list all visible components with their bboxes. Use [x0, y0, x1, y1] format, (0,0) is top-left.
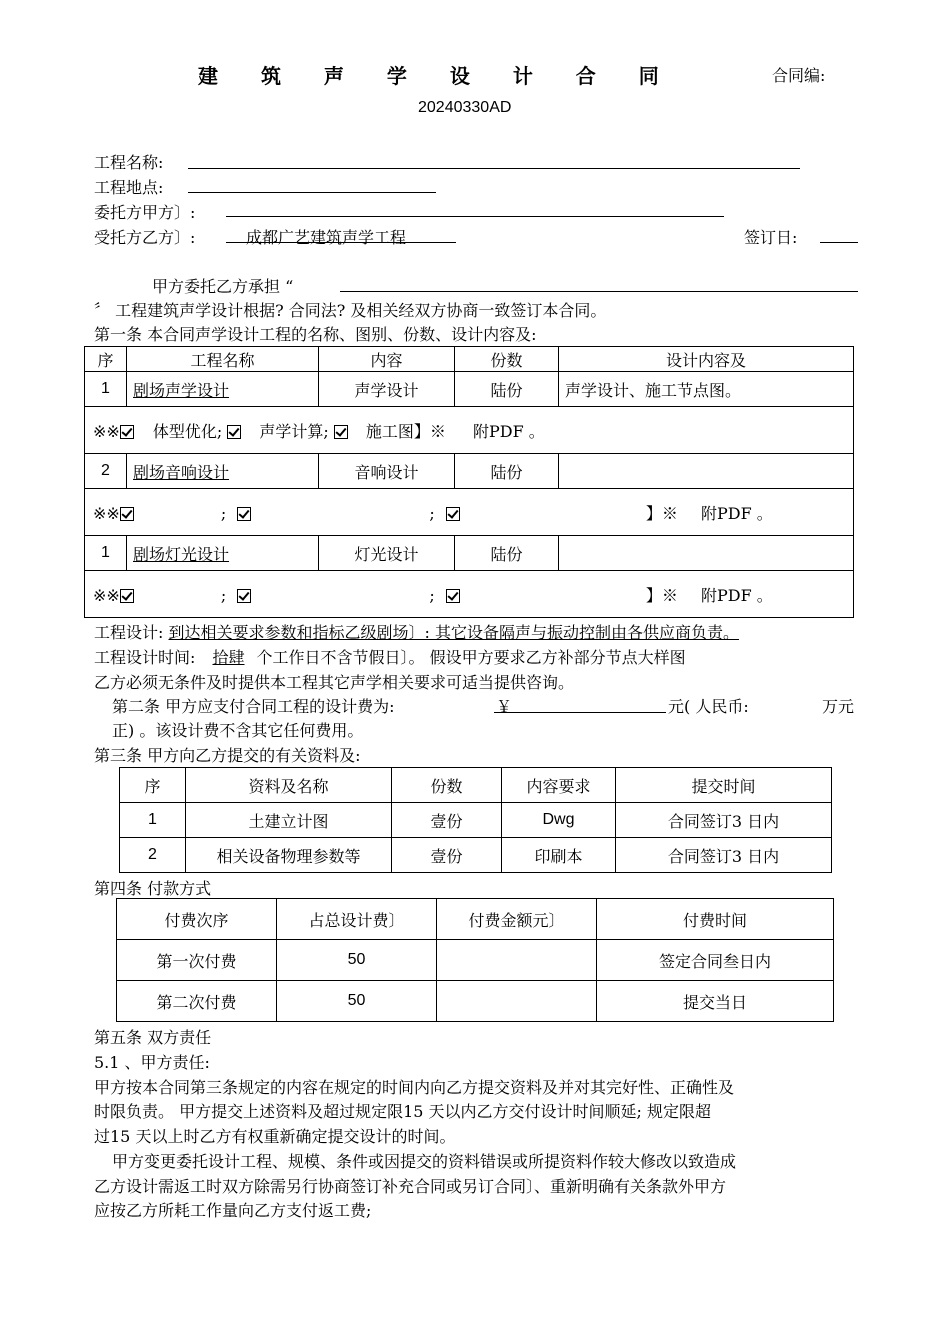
col-header-copies: 份数: [392, 768, 502, 803]
col-header-detail: 设计内容及: [559, 347, 854, 372]
option-row: [85, 571, 854, 618]
row-project-name: 剧场声学设计: [133, 380, 230, 400]
checkbox-checked-icon[interactable]: [446, 589, 460, 603]
col-header-percent: 占总设计费〕: [277, 899, 437, 940]
contract-title: 建 筑 声 学 设 计 合 同: [198, 64, 677, 88]
row-detail: [559, 536, 854, 571]
row-project-name: 剧场灯光设计: [133, 544, 230, 564]
row-no: 1: [85, 536, 127, 571]
option-3: 施工图】※: [365, 421, 446, 441]
row-content: 声学设计: [319, 372, 455, 407]
design-time-rest: 个工作日不含节假日〕。 假设甲方要求乙方补部分节点大样图: [256, 648, 686, 667]
option-1: ;: [220, 503, 227, 523]
payment-table: [116, 898, 834, 1022]
checkbox-checked-icon[interactable]: [120, 589, 134, 603]
cell-amount: [437, 981, 597, 1022]
design-time-label: 工程设计时间:: [94, 648, 196, 667]
option-prefix: ※※: [93, 421, 120, 441]
option-prefix: ※※: [93, 585, 120, 605]
table-row: [85, 536, 854, 571]
article5-p2-line3: 应按乙方所耗工作量向乙方支付返工费;: [94, 1201, 372, 1220]
party-a-label: 委托方甲方〕:: [94, 203, 196, 222]
party-b-label: 受托方乙方〕:: [94, 228, 196, 247]
materials-table: [119, 767, 832, 873]
col-header-content: 内容: [319, 347, 455, 372]
col-header-deadline: 提交时间: [616, 768, 832, 803]
option-2: ;: [429, 585, 435, 605]
row-content: 灯光设计: [319, 536, 455, 571]
project-name-field[interactable]: [188, 168, 800, 169]
article2-line1: 第二条 甲方应支付合同工程的设计费为:: [112, 697, 395, 716]
article4-heading: 第四条 付款方式: [94, 879, 212, 898]
option-suffix: 附PDF 。: [473, 421, 545, 441]
fee-wan: 万元: [822, 697, 855, 716]
checkbox-checked-icon[interactable]: [446, 507, 460, 521]
checkbox-checked-icon[interactable]: [237, 589, 251, 603]
sign-date-label: 签订日:: [744, 228, 798, 247]
cell-order: 第一次付费: [117, 940, 277, 981]
option-3: 】※: [645, 585, 678, 605]
table-row: [117, 940, 834, 981]
col-header-project: 工程名称: [127, 347, 319, 372]
article3-heading: 第三条 甲方向乙方提交的有关资料及:: [94, 746, 361, 765]
col-header-no: 序: [120, 768, 186, 803]
design-line2: [94, 645, 686, 668]
checkbox-checked-icon[interactable]: [334, 425, 348, 439]
project-location-field[interactable]: [188, 192, 436, 193]
article5-p2-line2: 乙方设计需返工时双方除需另行协商签订补充合同或另订合同〕、重新明确有关条款外甲方: [94, 1177, 727, 1196]
entrusted-project-field[interactable]: [340, 291, 858, 292]
row-copies: 陆份: [455, 372, 559, 407]
design-days: 拾肆: [212, 648, 245, 667]
table-row: [85, 372, 854, 407]
col-header-time: 付费时间: [597, 899, 834, 940]
row-project-name: 剧场音响设计: [133, 462, 230, 482]
fee-amount-field[interactable]: [494, 712, 666, 713]
design-label: 工程设计:: [94, 623, 164, 642]
option-1: ;: [220, 585, 227, 605]
cell-copies: 壹份: [392, 803, 502, 838]
article5-heading: 第五条 双方责任: [94, 1028, 212, 1047]
article5-p1-line1: 甲方按本合同第三条规定的内容在规定的时间内向乙方提交资料及并对其完好性、正确性及: [94, 1078, 735, 1097]
project-location-label: 工程地点:: [94, 178, 164, 197]
row-copies: 陆份: [455, 536, 559, 571]
sign-date-field[interactable]: [820, 242, 858, 243]
table-row: [120, 838, 832, 873]
option-3: 】※: [645, 503, 678, 523]
row-content: 音响设计: [319, 454, 455, 489]
table-row: [120, 803, 832, 838]
row-detail: [559, 454, 854, 489]
design-scope-table: [84, 346, 854, 618]
option-suffix: 附PDF 。: [700, 585, 773, 605]
cell-copies: 壹份: [392, 838, 502, 873]
cell-no: 1: [120, 803, 186, 838]
col-header-requirement: 内容要求: [502, 768, 616, 803]
option-1: 体型优化;: [152, 421, 223, 441]
col-header-amount: 付费金额元〕: [437, 899, 597, 940]
cell-time: 签定合同叁日内: [597, 940, 834, 981]
checkbox-checked-icon[interactable]: [120, 425, 134, 439]
fee-yuan: 元( 人民币:: [668, 697, 749, 716]
article5-p1-line2: 时限负责。 甲方提交上述资料及超过规定限15 天以内乙方交付设计时间顺延; 规定限超: [94, 1102, 712, 1121]
cell-percent: 50: [277, 940, 437, 981]
intro-line1: 甲方委托乙方承担 “: [152, 277, 294, 296]
design-line1: [94, 620, 739, 643]
checkbox-checked-icon[interactable]: [237, 507, 251, 521]
design-line3: 乙方必须无条件及时提供本工程其它声学相关要求可适当提供咨询。: [94, 673, 575, 692]
table-row: [85, 454, 854, 489]
cell-requirement: Dwg: [502, 803, 616, 838]
article1-heading: 第一条 本合同声学设计工程的名称、图别、份数、设计内容及:: [94, 325, 537, 344]
row-detail: 声学设计、施工节点图。: [559, 372, 854, 407]
cell-percent: 50: [277, 981, 437, 1022]
article5-sub: 5.1 、甲方责任:: [94, 1053, 210, 1072]
party-b-field[interactable]: [226, 242, 456, 243]
article5-p1-line3: 过15 天以上时乙方有权重新确定提交设计的时间。: [94, 1127, 456, 1146]
cell-order: 第二次付费: [117, 981, 277, 1022]
design-value: 到达相关要求参数和指标乙级剧场〕: 其它设备隔声与振动控制由各供应商负责。: [168, 623, 739, 642]
option-row: [85, 407, 854, 454]
intro-line2: 〞 工程建筑声学设计根据? 合同法? 及相关经双方协商一致签订本合同。: [94, 301, 607, 320]
row-no: 2: [85, 454, 127, 489]
contract-no: 20240330AD: [418, 99, 512, 116]
option-prefix: ※※: [93, 503, 120, 523]
table-row: [117, 981, 834, 1022]
cell-material: 相关设备物理参数等: [186, 838, 392, 873]
cell-deadline: 合同签订3 日内: [616, 803, 832, 838]
option-row: [85, 489, 854, 536]
cell-deadline: 合同签订3 日内: [616, 838, 832, 873]
cell-time: 提交当日: [597, 981, 834, 1022]
col-header-no: 序: [85, 347, 127, 372]
option-2: 声学计算;: [259, 421, 329, 441]
option-2: ;: [429, 503, 435, 523]
contract-no-label: 合同编:: [772, 66, 826, 85]
party-b-value: 成都广艺建筑声学工程: [246, 228, 407, 247]
checkbox-checked-icon[interactable]: [227, 425, 241, 439]
party-a-field[interactable]: [226, 216, 724, 217]
fee-currency: ￥: [496, 697, 513, 716]
col-header-order: 付费次序: [117, 899, 277, 940]
cell-no: 2: [120, 838, 186, 873]
row-no: 1: [85, 372, 127, 407]
article2-line2: 正) 。该设计费不含其它任何费用。: [112, 721, 364, 740]
project-name-label: 工程名称:: [94, 153, 164, 172]
cell-amount: [437, 940, 597, 981]
option-suffix: 附PDF 。: [700, 503, 773, 523]
cell-material: 土建立计图: [186, 803, 392, 838]
col-header-copies: 份数: [455, 347, 559, 372]
checkbox-checked-icon[interactable]: [120, 507, 134, 521]
article5-p2-line1: 甲方变更委托设计工程、规模、条件或因提交的资料错误或所提资料作较大修改以致造成: [112, 1152, 737, 1171]
cell-requirement: 印刷本: [502, 838, 616, 873]
row-copies: 陆份: [455, 454, 559, 489]
col-header-material: 资料及名称: [186, 768, 392, 803]
